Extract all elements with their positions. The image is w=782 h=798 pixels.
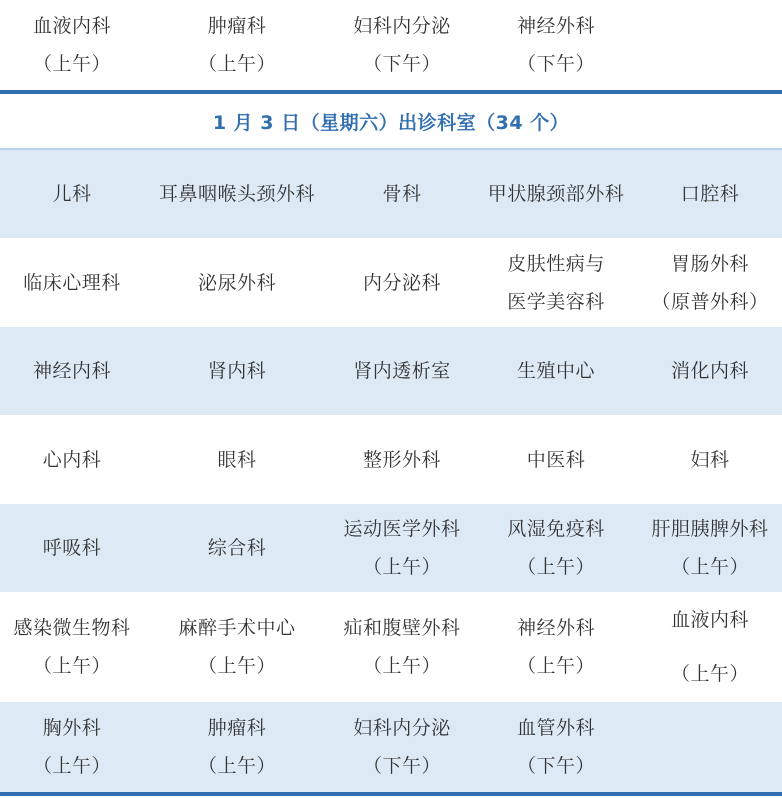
schedule-table (0, 150, 782, 792)
department-name: 神经外科 (516, 15, 595, 37)
department-name: 口腔科 (680, 183, 740, 205)
table-cell (144, 504, 330, 592)
session-time: （下午） (516, 53, 595, 75)
session-time: （上午） (32, 53, 111, 75)
department-name: 泌尿外科 (197, 271, 276, 294)
table-row (0, 415, 782, 504)
session-time: （上午） (362, 655, 441, 677)
session-time: （上午） (197, 755, 276, 777)
table-cell (330, 504, 474, 592)
table-cell (144, 238, 330, 327)
session-time: （上午） (516, 556, 595, 578)
department-name: 血管外科 (516, 717, 595, 739)
department-name: 呼吸科 (42, 537, 102, 559)
table-cell (638, 702, 782, 792)
table-row (0, 0, 782, 90)
table-cell (0, 415, 144, 504)
department-name: 消化内科 (670, 360, 749, 382)
table-cell (144, 415, 330, 504)
table-cell (638, 238, 782, 327)
department-name: 妇科内分泌 (353, 15, 451, 37)
table-cell (0, 702, 144, 792)
table-cell (474, 504, 638, 592)
session-time: （上午） (670, 663, 749, 685)
department-name: 内分泌科 (362, 271, 441, 294)
table-cell (638, 592, 782, 702)
session-time: （上午） (32, 655, 111, 677)
department-name: 疝和腹壁外科 (343, 617, 461, 639)
table-cell (330, 327, 474, 415)
session-time: （上午） (197, 655, 276, 677)
department-name: 胃肠外科 (670, 252, 749, 275)
department-name: 眼科 (217, 448, 257, 471)
table-cell (474, 702, 638, 792)
table-cell (330, 150, 474, 238)
table-cell (638, 504, 782, 592)
department-name: 肿瘤科 (207, 15, 267, 37)
table-cell (0, 238, 144, 327)
department-name: 妇科内分泌 (353, 717, 451, 739)
table-row (0, 702, 782, 792)
table-cell (474, 238, 638, 327)
session-time: （上午） (32, 755, 111, 777)
table-row (0, 327, 782, 415)
table-cell (144, 0, 330, 90)
session-time: （上午） (362, 556, 441, 578)
table-cell (330, 238, 474, 327)
table-cell (474, 327, 638, 415)
department-name: 风湿免疫科 (507, 518, 605, 540)
table-cell (0, 327, 144, 415)
table-cell (144, 150, 330, 238)
department-name: 肾内透析室 (353, 360, 451, 382)
table-cell (0, 592, 144, 702)
department-name: 麻醉手术中心 (178, 617, 296, 639)
session-time: （下午） (516, 755, 595, 777)
department-name: 感染微生物科 (13, 617, 131, 639)
table-cell (638, 0, 782, 90)
table-cell (330, 0, 474, 90)
department-name: 肿瘤科 (207, 717, 267, 739)
table-cell (638, 150, 782, 238)
table-bottom-border (0, 792, 782, 796)
department-name: 肾内科 (207, 360, 267, 382)
department-name: 神经内科 (32, 360, 111, 382)
department-name: 中医科 (526, 448, 586, 471)
session-time: （上午） (197, 53, 276, 75)
table-cell (330, 702, 474, 792)
table-row (0, 504, 782, 592)
department-name: 耳鼻咽喉头颈外科 (158, 183, 315, 205)
table-cell (474, 150, 638, 238)
session-time: （上午） (670, 556, 749, 578)
department-name: 胸外科 (42, 717, 102, 739)
table-cell (0, 504, 144, 592)
department-name: 儿科 (52, 183, 92, 205)
session-time: （上午） (516, 655, 595, 677)
department-name: 妇科 (690, 448, 730, 471)
department-note: （原普外科） (651, 290, 769, 313)
department-name: 肝胆胰脾外科 (651, 518, 769, 540)
table-cell (638, 327, 782, 415)
session-time: （下午） (362, 53, 441, 75)
department-name: 生殖中心 (516, 360, 595, 382)
department-name: 神经外科 (516, 617, 595, 639)
department-name: 临床心理科 (23, 271, 121, 294)
table-row (0, 238, 782, 327)
table-cell (638, 415, 782, 504)
table-row (0, 150, 782, 238)
table-cell (0, 150, 144, 238)
department-name: 皮肤性病与 (507, 252, 605, 275)
table-cell (330, 592, 474, 702)
department-name: 整形外科 (362, 448, 441, 471)
section-title: 1 月 3 日（星期六）出诊科室（34 个） (212, 111, 570, 134)
session-time: （下午） (362, 755, 441, 777)
department-name: 骨科 (382, 183, 422, 205)
table-cell (474, 415, 638, 504)
table-cell (330, 415, 474, 504)
department-name: 运动医学外科 (343, 518, 461, 540)
department-name: 心内科 (42, 448, 102, 471)
department-name: 甲状腺颈部外科 (487, 183, 625, 205)
table-cell (144, 327, 330, 415)
table-cell (144, 592, 330, 702)
table-cell (0, 0, 144, 90)
department-name: 综合科 (207, 537, 267, 559)
schedule-table-top (0, 0, 782, 90)
table-cell (474, 592, 638, 702)
department-name: 血液内科 (670, 609, 749, 631)
department-name: 血液内科 (32, 15, 111, 37)
table-cell (144, 702, 330, 792)
table-row (0, 592, 782, 702)
department-name-continued: 医学美容科 (507, 290, 605, 313)
table-cell (474, 0, 638, 90)
